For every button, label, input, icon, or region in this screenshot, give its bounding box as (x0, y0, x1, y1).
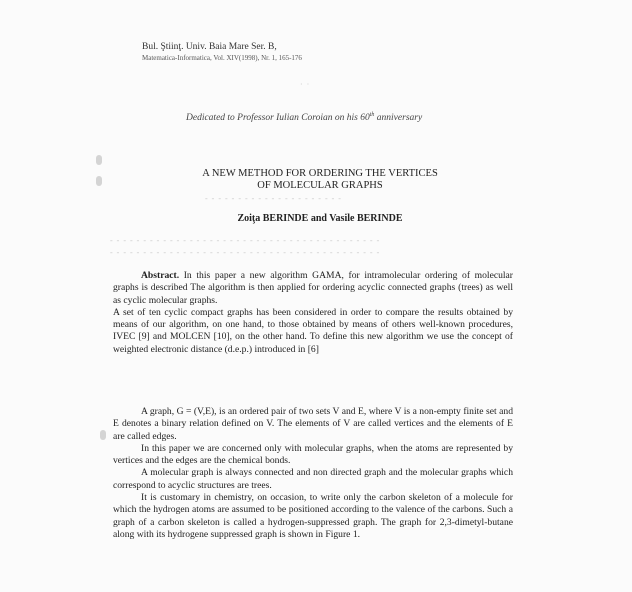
paper-title (150, 168, 490, 192)
bleed-through-mark: · · (300, 80, 311, 89)
abstract-label: Abstract. (141, 270, 180, 281)
bleed-through-mark: - - - - - - - - - - - - - - - - - - - - - - - - - - - - - - - - - - - - - - - - - (110, 236, 381, 245)
body-paragraph-2: In this paper we are concerned only with molecular graphs, when the atoms are represented by vertices and the edges are the chemical bonds. (113, 442, 513, 467)
abstract-text-1: In this paper a new algorithm GAMA, for intramolecular ordering of molecular graphs is described The algorithm is then applied for ordering acyclic connected graphs (trees) as well as cyclic molecular graphs. (113, 270, 513, 306)
paper-authors: Zoiţa BERINDE and Vasile BERINDE (237, 213, 403, 224)
scan-mark (96, 176, 102, 186)
body-paragraph-4: It is customary in chemistry, on occasion, to write only the carbon skeleton of a molecule for which the hydrogen atoms are assumed to be positioned according to the valence of the carbons. Such a graph of a carbon skeleton is called a hydrogen-suppressed graph. The graph for 2,3-dimetyl-butane along with its hydrogene suppressed graph is shown in Figure 1. (113, 492, 513, 540)
body-paragraph-1: A graph, G = (V,E), is an ordered pair of two sets V and E, where V is a non-empty finite set and E denotes a binary relation defined on V. The elements of V are called vertices and the elements of E are called edges. (113, 406, 513, 442)
title-line-1: A NEW METHOD FOR ORDERING THE VERTICES (202, 168, 438, 179)
abstract-paragraph-2: A set of ten cyclic compact graphs has been considered in order to compare the results obtained by means of our algorithm, on one hand, to those obtained by means of others well-known procedures, IVEC [9] and MOLCEN [10], on the other hand. To define this new algorithm we use the concept of weighted electronic distance (d.e.p.) introduced in [6] (113, 306, 513, 355)
dedication (186, 112, 486, 123)
dedication-suffix: anniversary (374, 113, 423, 124)
bleed-through-mark: - - - - - - - - - - - - - - - - - - - - - (205, 194, 342, 203)
main-text (113, 406, 513, 541)
journal-name: Bul. Ştiinţ. Univ. Baia Mare Ser. B, (142, 42, 277, 52)
dedication-superscript: th (369, 112, 375, 118)
dedication-text: Dedicated to Professor Iulian Coroian on his 60 (186, 113, 370, 124)
body-paragraph-3: A molecular graph is always connected and non directed graph and the molecular graphs which correspond to acyclic structures are trees. (113, 467, 513, 491)
scan-mark (100, 430, 106, 440)
scan-mark (96, 155, 102, 165)
title-line-2: OF MOLECULAR GRAPHS (257, 180, 383, 191)
bleed-through-mark: - - - - - - - - - - - - - - - - - - - - - - - - - - - - - - - - - - - - - - - - - (110, 248, 381, 257)
abstract-section (113, 270, 513, 356)
journal-volume: Matematica-Informatica, Vol. XIV(1998), Nr. 1, 165-176 (142, 54, 302, 62)
journal-header (142, 42, 302, 64)
abstract-paragraph-1 (113, 270, 513, 307)
